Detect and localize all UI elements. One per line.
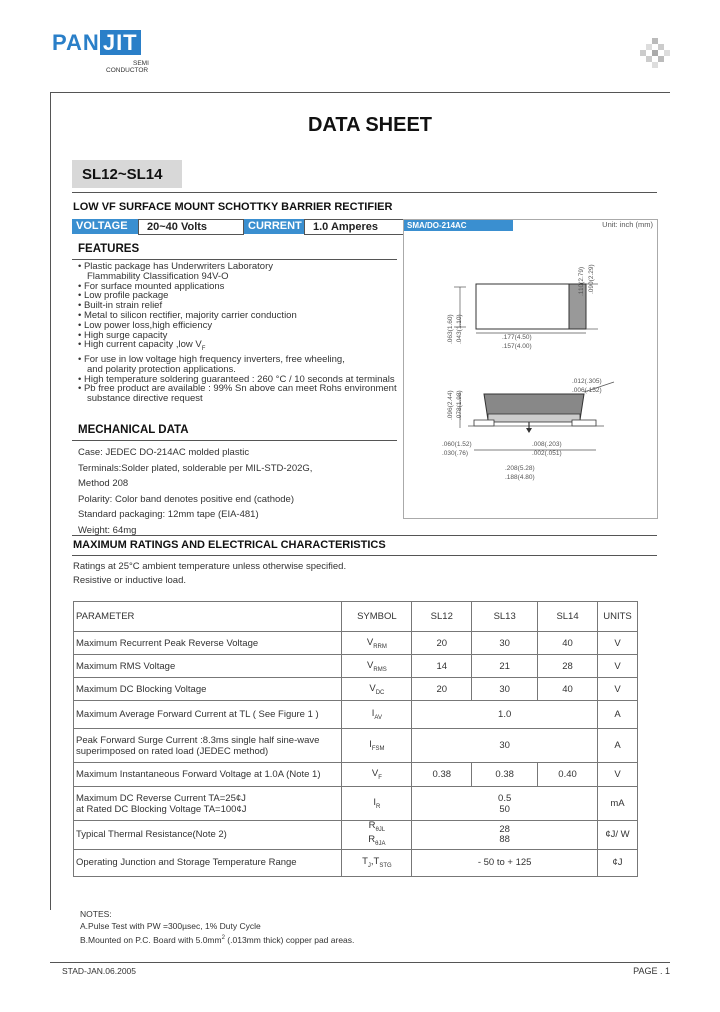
note-a: A.Pulse Test with PW =300µsec, 1% Duty Cycle [80,921,261,931]
feature-item: • Metal to silicon rectifier, majority carrier conduction [78,309,297,321]
current-label: CURRENT [244,219,304,234]
ratings-note-2: Resistive or inductive load. [73,575,186,586]
row-value: 0.40 [538,763,598,787]
row-value: 21 [472,655,538,678]
part-rule [72,192,657,193]
footer-left: STAD-JAN.06.2005 [62,966,137,976]
row-parameter: Maximum RMS Voltage [74,655,342,678]
ratings-rule [72,555,657,556]
dim-d8: .006(.152) [572,387,602,394]
row-parameter: Typical Thermal Resistance(Note 2) [74,821,342,850]
row-unit: V [597,632,637,655]
table-row [74,701,638,729]
row-value: 1.0 [412,701,598,729]
dim-d11: .060(1.52) [442,441,472,448]
part-number: SL12~SL14 [82,166,163,183]
logo-jit: JIT [100,30,141,55]
feature-item: • Pb free product are available : 99% Sn above can meet Rohs environment [78,383,397,395]
dim-d7: .012(.305) [572,378,602,385]
row-symbol: $V_F$ [342,763,412,787]
package-label: SMA/DO-214AC [404,220,513,231]
table-row [74,763,638,787]
footer-right: PAGE . 1 [633,966,670,976]
decorative-squares-icon [634,38,670,70]
row-symbol: $I_{FSM}$ [342,729,412,763]
notes-heading: NOTES: [80,909,112,919]
feature-item: • For use in low voltage high frequency inverters, free wheeling, [78,354,345,366]
dim-d13: .008(.203) [532,441,562,448]
dim-d3: .063(1.60) [447,314,454,344]
mechanical-list [78,445,312,538]
table-row [74,678,638,701]
mechanical-rule [72,440,397,441]
mechanical-item: Terminals:Solder plated, solderable per MIL-STD-202G, [78,462,313,474]
dim-d4: .043(1.10) [456,314,463,344]
top-rule [50,92,670,93]
feature-item: substance directive request [87,393,203,405]
row-unit: ¢J [597,849,637,876]
features-list [78,262,400,404]
dim-d2: .090(2.29) [588,264,595,294]
row-unit: V [597,763,637,787]
feature-item: • Low power loss,high efficiency [78,319,213,331]
dim-d10: .078(1.98) [456,390,463,420]
features-rule [72,259,397,260]
row-value: 20 [412,632,472,655]
logo-pan: PAN [52,30,100,55]
mechanical-item: Method 208 [78,478,129,489]
dim-d6: .157(4.00) [502,343,532,350]
row-parameter: Maximum Average Forward Current at TL ( See Figure 1 ) [74,701,342,729]
header-parameter: PARAMETER [74,602,342,632]
note-b: B.Mounted on P.C. Board with $5.0mm^2$ (.013mm thick) copper pad areas. [80,934,355,945]
row-value: 28 88 [412,821,598,850]
table-row [74,787,638,821]
row-symbol: $V_{RRM}$ [342,632,412,655]
row-parameter: Maximum DC Reverse Current TA=25¢J at Rated DC Blocking Voltage TA=100¢J [74,787,342,821]
row-parameter: Maximum Instantaneous Forward Voltage at 1.0A (Note 1) [74,763,342,787]
row-symbol: $I_{AV}$ [342,701,412,729]
row-symbol: $R_{\theta JL}$ $R_{\theta JA}$ [342,821,412,850]
mechanical-item: Weight: 64mg [78,524,137,536]
dim-d15: .208(5.28) [505,465,535,472]
dim-d16: .188(4.80) [505,474,535,481]
header-symbol: SYMBOL [342,602,412,632]
package-unit: Unit: inch (mm) [602,220,653,229]
row-parameter: Peak Forward Surge Current :8.3ms single half sine-wave superimposed on rated load (JEDEC method) [74,729,342,763]
ratings-heading: MAXIMUM RATINGS AND ELECTRICAL CHARACTERISTICS [73,539,386,551]
dim-d14: .002(.051) [532,450,562,457]
row-symbol: $V_{DC}$ [342,678,412,701]
mechanical-item: Case: JEDEC DO-214AC molded plastic [78,447,250,458]
row-value: 14 [412,655,472,678]
mechanical-heading: MECHANICAL DATA [78,424,189,436]
notes [80,908,354,946]
ratings-table [73,601,638,877]
ratings-top-rule [72,535,657,536]
feature-item: • High current capacity ,low $V_F$ [78,339,206,353]
table-row [74,655,638,678]
dim-d5: .177(4.50) [502,334,532,341]
left-margin-line [50,92,51,910]
dim-d1: .110(2.79) [578,266,585,296]
row-unit: A [597,701,637,729]
current-value: 1.0 Amperes [304,219,404,235]
row-symbol: $T_J,T_{STG}$ [342,849,412,876]
row-parameter: Operating Junction and Storage Temperature Range [74,849,342,876]
feature-item: and polarity protection applications. [87,363,236,375]
row-value: 30 [412,729,598,763]
table-row [74,849,638,876]
header-sl12: SL12 [412,602,472,632]
row-unit: V [597,655,637,678]
footer-rule [50,962,670,963]
row-parameter: Maximum DC Blocking Voltage [74,678,342,701]
row-parameter: Maximum Recurrent Peak Reverse Voltage [74,632,342,655]
feature-item: Flammability Classification 94V-O [87,270,229,282]
row-value: 0.38 [412,763,472,787]
table-row [74,729,638,763]
row-value: - 50 to + 125 [412,849,598,876]
mechanical-item: Polarity: Color band denotes positive end (cathode) [78,493,294,505]
row-value: 30 [472,678,538,701]
logo-sub1: SEMI [133,60,149,67]
row-unit: A [597,729,637,763]
feature-item: • Built-in strain relief [78,300,163,312]
row-unit: mA [597,787,637,821]
feature-item: • High surge capacity [78,329,168,341]
table-row [74,632,638,655]
ratings-note-1: Ratings at 25°C ambient temperature unless otherwise specified. [73,561,347,572]
row-symbol: $V_{RMS}$ [342,655,412,678]
dim-d9: .096(2.44) [447,390,454,420]
row-value: 40 [538,678,598,701]
feature-item: • Plastic package has Underwriters Laboratory [78,261,274,272]
row-unit: V [597,678,637,701]
page-title: DATA SHEET [307,114,433,136]
feature-item: • For surface mounted applications [78,280,225,292]
voltage-value: 20~40 Volts [138,219,244,235]
subtitle: LOW VF SURFACE MOUNT SCHOTTKY BARRIER RECTIFIER [73,201,393,213]
features-heading: FEATURES [78,243,140,255]
row-value: 30 [472,632,538,655]
row-symbol: $I_R$ [342,787,412,821]
header-sl14: SL14 [538,602,598,632]
row-value: 40 [538,632,598,655]
row-value: 28 [538,655,598,678]
header-units: UNITS [597,602,637,632]
table-header-row [74,602,638,632]
row-value: 0.5 50 [412,787,598,821]
dim-d12: .030(.76) [442,450,469,457]
feature-item: • High temperature soldering guaranteed : 260 °C / 10 seconds at terminals [78,373,395,385]
logo-sub2: CONDUCTOR [106,67,149,74]
voltage-label: VOLTAGE [72,219,138,234]
logo [52,30,141,56]
feature-item: • Low profile package [78,290,169,302]
mechanical-item: Standard packaging: 12mm tape (EIA-481) [78,509,259,520]
row-value: 20 [412,678,472,701]
row-value: 0.38 [472,763,538,787]
header-sl13: SL13 [472,602,538,632]
row-unit: ¢J/ W [597,821,637,850]
table-row [74,821,638,850]
